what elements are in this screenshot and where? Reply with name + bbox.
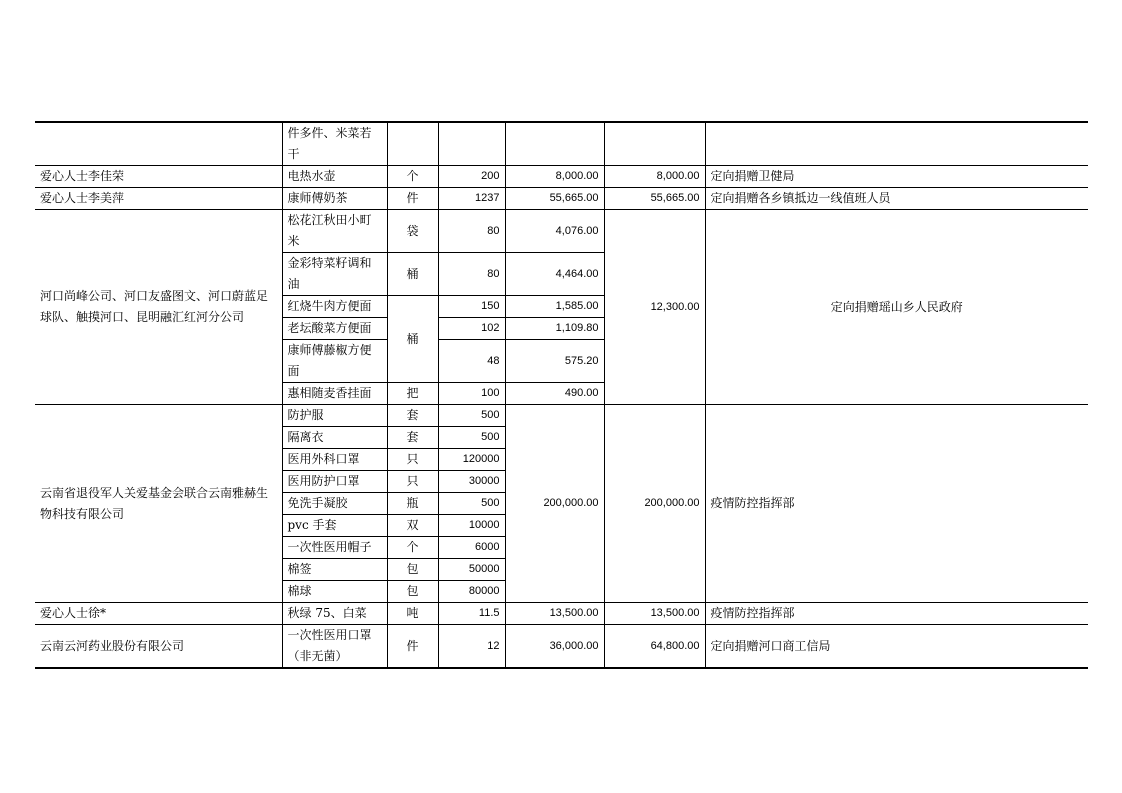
table-row [35, 122, 1088, 166]
item-cell: 医用防护口罩 [282, 471, 387, 493]
unit-cell: 个 [387, 537, 438, 559]
item-cell: 康师傅藤椒方便面 [282, 340, 387, 383]
unit-cell: 套 [387, 427, 438, 449]
value-cell: 490.00 [505, 383, 604, 405]
item-cell: 秋绿 75、白菜 [282, 603, 387, 625]
qty-cell: 50000 [438, 559, 505, 581]
table-row [35, 166, 1088, 188]
use-cell: 疫情防控指挥部 [705, 405, 1088, 603]
donation-table [35, 121, 1088, 669]
total-cell: 13,500.00 [604, 603, 705, 625]
qty-cell: 102 [438, 318, 505, 340]
value-cell [505, 122, 604, 166]
value-cell: 200,000.00 [505, 405, 604, 603]
table-row [35, 603, 1088, 625]
qty-cell: 120000 [438, 449, 505, 471]
item-cell: pvc 手套 [282, 515, 387, 537]
item-cell: 棉签 [282, 559, 387, 581]
use-cell [705, 122, 1088, 166]
donor-cell: 云南省退役军人关爱基金会联合云南雅赫生物科技有限公司 [35, 405, 282, 603]
donor-cell: 云南云河药业股份有限公司 [35, 625, 282, 669]
unit-cell: 只 [387, 471, 438, 493]
total-cell: 8,000.00 [604, 166, 705, 188]
qty-cell [438, 122, 505, 166]
value-cell: 8,000.00 [505, 166, 604, 188]
total-cell: 12,300.00 [604, 210, 705, 405]
item-cell: 医用外科口罩 [282, 449, 387, 471]
value-cell: 4,464.00 [505, 253, 604, 296]
unit-cell: 套 [387, 405, 438, 427]
unit-cell: 双 [387, 515, 438, 537]
qty-cell: 500 [438, 427, 505, 449]
qty-cell: 30000 [438, 471, 505, 493]
qty-cell: 1237 [438, 188, 505, 210]
unit-cell: 袋 [387, 210, 438, 253]
item-cell: 件多件、米菜若干 [282, 122, 387, 166]
unit-cell: 包 [387, 559, 438, 581]
unit-cell: 件 [387, 625, 438, 669]
value-cell: 1,109.80 [505, 318, 604, 340]
unit-cell: 吨 [387, 603, 438, 625]
item-cell: 电热水壶 [282, 166, 387, 188]
value-cell: 575.20 [505, 340, 604, 383]
use-cell: 定向捐赠河口商工信局 [705, 625, 1088, 669]
use-cell: 疫情防控指挥部 [705, 603, 1088, 625]
donor-cell: 爱心人士徐* [35, 603, 282, 625]
use-cell: 定向捐赠各乡镇抵边一线值班人员 [705, 188, 1088, 210]
value-cell: 55,665.00 [505, 188, 604, 210]
qty-cell: 100 [438, 383, 505, 405]
value-cell: 36,000.00 [505, 625, 604, 669]
qty-cell: 12 [438, 625, 505, 669]
unit-cell: 桶 [387, 296, 438, 383]
value-cell: 13,500.00 [505, 603, 604, 625]
value-cell: 1,585.00 [505, 296, 604, 318]
total-cell: 55,665.00 [604, 188, 705, 210]
unit-cell: 件 [387, 188, 438, 210]
total-cell: 64,800.00 [604, 625, 705, 669]
unit-cell: 瓶 [387, 493, 438, 515]
qty-cell: 500 [438, 405, 505, 427]
donor-cell: 爱心人士李美萍 [35, 188, 282, 210]
item-cell: 一次性医用帽子 [282, 537, 387, 559]
item-cell: 老坛酸菜方便面 [282, 318, 387, 340]
qty-cell: 48 [438, 340, 505, 383]
table-row [35, 625, 1088, 669]
item-cell: 一次性医用口罩（非无菌） [282, 625, 387, 669]
qty-cell: 80 [438, 210, 505, 253]
use-cell: 定向捐赠瑶山乡人民政府 [705, 210, 1088, 405]
unit-cell [387, 122, 438, 166]
item-cell: 松花江秋田小町米 [282, 210, 387, 253]
item-cell: 隔离衣 [282, 427, 387, 449]
unit-cell: 桶 [387, 253, 438, 296]
qty-cell: 200 [438, 166, 505, 188]
item-cell: 棉球 [282, 581, 387, 603]
qty-cell: 150 [438, 296, 505, 318]
item-cell: 防护服 [282, 405, 387, 427]
item-cell: 康师傅奶茶 [282, 188, 387, 210]
total-cell [604, 122, 705, 166]
total-cell: 200,000.00 [604, 405, 705, 603]
unit-cell: 个 [387, 166, 438, 188]
value-cell: 4,076.00 [505, 210, 604, 253]
qty-cell: 500 [438, 493, 505, 515]
donor-cell: 河口尚峰公司、河口友盛图文、河口蔚蓝足球队、触摸河口、昆明融汇红河分公司 [35, 210, 282, 405]
qty-cell: 6000 [438, 537, 505, 559]
item-cell: 免洗手凝胶 [282, 493, 387, 515]
item-cell: 惠相随麦香挂面 [282, 383, 387, 405]
qty-cell: 11.5 [438, 603, 505, 625]
qty-cell: 80 [438, 253, 505, 296]
item-cell: 红烧牛肉方便面 [282, 296, 387, 318]
item-cell: 金彩特菜籽调和油 [282, 253, 387, 296]
table-row [35, 188, 1088, 210]
qty-cell: 80000 [438, 581, 505, 603]
use-cell: 定向捐赠卫健局 [705, 166, 1088, 188]
table-row [35, 405, 1088, 427]
unit-cell: 包 [387, 581, 438, 603]
donor-cell [35, 122, 282, 166]
unit-cell: 把 [387, 383, 438, 405]
table-row [35, 210, 1088, 253]
unit-cell: 只 [387, 449, 438, 471]
donor-cell: 爱心人士李佳荣 [35, 166, 282, 188]
qty-cell: 10000 [438, 515, 505, 537]
